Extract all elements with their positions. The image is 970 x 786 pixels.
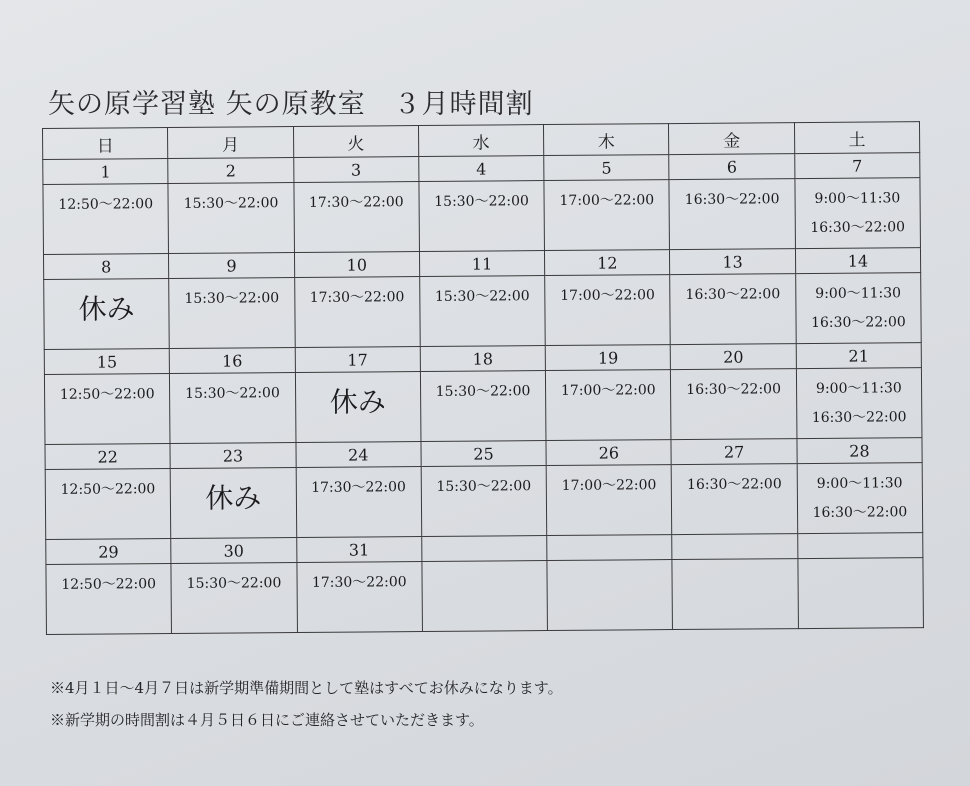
date-cell [547, 535, 672, 561]
hours-cell [547, 560, 673, 631]
time-range: 15:30〜22:00 [183, 195, 279, 212]
hours-cell [293, 182, 419, 253]
time-range: 15:30〜22:00 [434, 193, 529, 210]
time-range: 17:30〜22:00 [308, 194, 404, 211]
weekday-header: 火 [293, 126, 419, 158]
time-range: 15:30〜22:00 [434, 288, 530, 305]
time-range: 12:50〜22:00 [60, 481, 156, 498]
date-cell [422, 536, 547, 562]
date-cell: 8 [43, 254, 168, 280]
hours-cell [170, 373, 296, 444]
weekday-header: 月 [168, 127, 294, 159]
hours-cell [294, 277, 420, 348]
note-line: ※4月１日〜4月７日は新学期準備期間として塾はすべてお休みになります。 [50, 679, 563, 697]
hours-cell [798, 558, 924, 629]
closed-label: 休み [329, 385, 386, 419]
hours-cell [797, 463, 923, 534]
time-range: 9:00〜11:30 [815, 380, 902, 397]
weekday-header: 土 [794, 122, 920, 154]
date-cell: 11 [419, 251, 544, 277]
time-range: 12:50〜22:00 [59, 386, 155, 403]
hours-cell [672, 464, 798, 535]
time-range: 16:30〜22:00 [810, 314, 906, 331]
time-range: 16:30〜22:00 [812, 504, 908, 521]
time-range: 17:00〜22:00 [561, 477, 657, 494]
weekday-header: 水 [418, 125, 544, 157]
hours-cell [544, 180, 670, 251]
hours-row [46, 558, 924, 635]
hours-cell [171, 563, 297, 634]
date-cell: 31 [296, 537, 421, 563]
date-cell: 2 [168, 158, 293, 184]
hours-cell [169, 278, 295, 349]
date-cell: 15 [44, 349, 169, 375]
hours-cell [796, 368, 922, 439]
date-cell [797, 533, 923, 559]
hours-cell [296, 467, 422, 538]
time-range: 15:30〜22:00 [184, 290, 280, 307]
time-range: 12:50〜22:00 [58, 196, 154, 213]
time-range: 15:30〜22:00 [435, 383, 531, 400]
note-line: ※新学期の時間割は４月５日６日にご連絡させていただきます。 [50, 711, 484, 729]
time-range: 17:00〜22:00 [559, 192, 655, 209]
notes [50, 672, 563, 736]
hours-cell [44, 279, 170, 350]
hours-cell [546, 465, 672, 536]
time-range: 17:30〜22:00 [311, 574, 407, 591]
date-cell: 4 [419, 156, 544, 182]
hours-cell [545, 275, 671, 346]
date-cell: 10 [294, 252, 419, 278]
time-range: 17:30〜22:00 [311, 479, 406, 496]
time-range: 16:30〜22:00 [686, 476, 782, 493]
date-cell: 14 [795, 248, 921, 274]
time-range: 16:30〜22:00 [811, 409, 907, 426]
weekday-header: 木 [544, 124, 670, 156]
date-cell: 19 [545, 345, 670, 371]
time-range: 17:30〜22:00 [309, 289, 405, 306]
page-title: 矢の原学習塾 矢の原教室 ３月時間割 [48, 89, 534, 120]
date-cell: 23 [170, 443, 295, 469]
date-cell: 7 [794, 153, 920, 179]
weekday-header: 金 [669, 123, 795, 155]
time-range: 16:30〜22:00 [684, 191, 780, 208]
date-cell [672, 534, 797, 560]
date-cell: 26 [546, 440, 671, 466]
hours-row [43, 178, 921, 255]
hours-cell [670, 274, 796, 345]
hours-cell [546, 370, 672, 441]
time-range: 15:30〜22:00 [436, 478, 532, 495]
time-range: 16:30〜22:00 [685, 286, 781, 303]
time-range: 16:30〜22:00 [686, 381, 782, 398]
hours-cell [168, 183, 294, 254]
timetable [42, 121, 924, 635]
date-cell: 18 [420, 346, 545, 372]
hours-cell [422, 561, 548, 632]
hours-cell [669, 179, 795, 250]
hours-row [45, 463, 923, 540]
date-cell: 9 [169, 253, 294, 279]
date-cell: 12 [545, 250, 670, 276]
hours-row [44, 273, 922, 350]
date-cell: 28 [797, 438, 923, 464]
time-range: 9:00〜11:30 [814, 190, 901, 207]
hours-cell [419, 181, 545, 252]
hours-cell [420, 371, 546, 442]
time-range: 17:00〜22:00 [560, 287, 656, 304]
hours-cell [295, 372, 421, 443]
closed-label: 休み [205, 481, 262, 515]
time-range: 16:30〜22:00 [810, 219, 906, 236]
date-cell: 20 [671, 344, 796, 370]
timetable-grid [42, 121, 924, 635]
hours-cell [795, 273, 921, 344]
date-cell: 30 [171, 538, 296, 564]
date-cell: 3 [293, 157, 418, 183]
time-range: 17:00〜22:00 [560, 382, 656, 399]
date-cell: 29 [46, 538, 171, 564]
date-cell: 24 [296, 442, 421, 468]
hours-cell [43, 184, 169, 255]
date-cell: 21 [796, 343, 922, 369]
hours-cell [795, 178, 921, 249]
date-cell: 27 [671, 439, 796, 465]
date-cell: 16 [170, 348, 295, 374]
date-cell: 6 [669, 154, 794, 180]
hours-cell [46, 563, 172, 634]
hours-cell [170, 468, 296, 539]
time-range: 9:00〜11:30 [816, 475, 903, 492]
date-cell: 13 [670, 249, 795, 275]
time-range: 15:30〜22:00 [186, 575, 282, 592]
hours-row [44, 368, 922, 445]
closed-label: 休み [78, 292, 135, 326]
date-cell: 5 [544, 155, 669, 181]
date-cell: 25 [421, 441, 546, 467]
weekday-header: 日 [43, 128, 169, 160]
hours-cell [421, 466, 547, 537]
time-range: 12:50〜22:00 [61, 576, 157, 593]
hours-cell [44, 374, 170, 445]
hours-cell [671, 369, 797, 440]
hours-cell [296, 562, 422, 633]
date-cell: 1 [43, 159, 168, 185]
date-cell: 17 [295, 347, 420, 373]
time-range: 9:00〜11:30 [815, 285, 902, 302]
time-range: 15:30〜22:00 [185, 385, 280, 402]
hours-cell [672, 559, 798, 630]
date-cell: 22 [45, 444, 170, 470]
timetable-body [43, 153, 924, 635]
hours-cell [420, 276, 546, 347]
hours-cell [45, 469, 171, 540]
